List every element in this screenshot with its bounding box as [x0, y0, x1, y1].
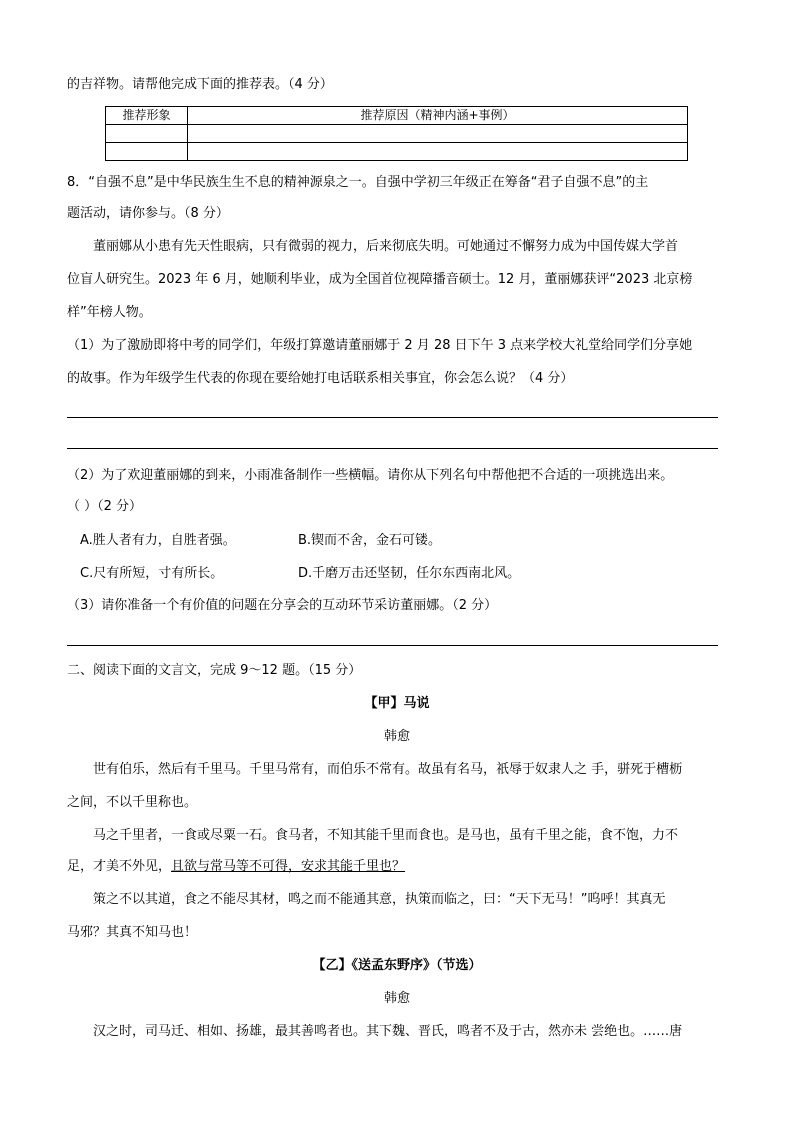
q8-sub3: （3）请你准备一个有价值的问题在分享会的互动环节采访董丽娜。（2 分） [67, 598, 498, 613]
q8-sub1-line2: 的故事。作为年级学生代表的你现在要给她打电话联系相关事宜，你会怎么说？（4 分） [67, 371, 574, 386]
q8-material-line3: 样”年榜人物。 [67, 305, 152, 320]
jia-p2-line2 [67, 852, 727, 882]
underlined-sentence: 且欲与常马等不可得，安求其能千里也？ [171, 859, 406, 874]
passage-jia-author: 韩愈 [383, 729, 410, 744]
recommendation-table [105, 106, 688, 161]
passage-yi-title: 【乙】《送孟东野序》（节选） [312, 958, 482, 973]
option-b: B.锲而不舍，金石可镂。 [298, 533, 442, 548]
yi-line1: 汉之时，司马迁、相如、扬雄，最其善鸣者也。其下魏、晋氏，鸣者不及于古，然亦未 尝绝也。……唐 [93, 1024, 683, 1039]
section2-heading: 二、阅读下面的文言文，完成 9～12 题。（15 分） [67, 663, 362, 678]
passage-jia-title: 【甲】马说 [364, 696, 430, 711]
q8-sub2-line2: （ ）（2 分） [67, 499, 143, 514]
q8-material-line2: 位盲人研究生。2023 年 6 月，她顺利毕业，成为全国首位视障播音硕士。12 月，董丽娜获评“2023 北京榜 [67, 272, 693, 287]
q8-intro-line1: 8．“自强不息”是中华民族生生不息的精神源泉之一。自强中学初三年级正在筹备“君子自强不息”的主 [67, 175, 649, 190]
table-cell[interactable] [106, 143, 188, 161]
jia-p3-line1: 策之不以其道，食之不能尽其材，鸣之而不能通其意，执策而临之，曰：“天下无马！”呜呼！其真无 [93, 892, 666, 907]
q8-intro-line2: 题活动，请你参与。（8 分） [67, 206, 229, 221]
table-cell[interactable] [106, 125, 188, 143]
option-c: C.尺有所短，寸有所长。 [80, 566, 224, 581]
table-cell[interactable] [188, 143, 688, 161]
answer-line[interactable] [67, 645, 718, 646]
table-cell[interactable] [188, 125, 688, 143]
table-header-reason: 推荐原因（精神内涵+事例） [188, 107, 688, 125]
q8-sub1-line1: （1）为了激励即将中考的同学们，年级打算邀请董丽娜于 2 月 28 日下午 3 点来学校大礼堂给同学们分享她 [67, 338, 693, 353]
option-d: D.千磨万击还坚韧，任尔东西南北风。 [298, 566, 521, 581]
q7-tail-text: 的吉祥物。请帮他完成下面的推荐表。（4 分） [67, 77, 333, 92]
answer-line[interactable] [67, 448, 718, 449]
jia-p3-line2: 马邪？其真不知马也！ [67, 925, 198, 940]
jia-p1-line1: 世有伯乐，然后有千里马。千里马常有，而伯乐不常有。故虽有名马，祇辱于奴隶人之 手，骈死于槽枥 [93, 762, 683, 777]
q8-sub2-line1: （2）为了欢迎董丽娜的到来，小雨准备制作一些横幅。请你从下列名句中帮他把不合适的一项挑选出来。 [67, 468, 674, 483]
passage-yi-author: 韩愈 [383, 991, 410, 1006]
jia-p2-line1: 马之千里者，一食或尽粟一石。食马者，不知其能千里而食也。是马也，虽有千里之能，食不饱，力不 [93, 828, 679, 843]
table-header-row [106, 107, 688, 125]
table-header-image: 推荐形象 [106, 107, 188, 125]
table-row [106, 143, 688, 161]
jia-p1-line2: 之间，不以千里称也。 [67, 795, 198, 810]
q8-material-line1: 董丽娜从小患有先天性眼病，只有微弱的视力，后来彻底失明。可她通过不懈努力成为中国传媒大学首 [93, 239, 679, 254]
table-row [106, 125, 688, 143]
answer-line[interactable] [67, 417, 718, 418]
jia-p2-line2-text: 足，才美不外见， [67, 859, 172, 874]
option-a: A.胜人者有力，自胜者强。 [80, 533, 236, 548]
